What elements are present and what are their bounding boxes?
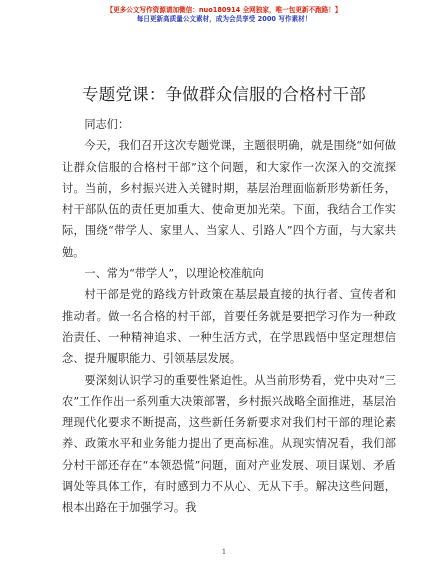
paragraph-study-urgency: 要深刻认识学习的重要性紧迫性。从当前形势看，党中央对“三农”工作作出一系列重大决策部署，乡村振兴战略全面推进，基层治理现代化要求不断提高，这些新任务新要求对我们村干部的理论素养、政策水平和业务能力提出了更高标准。从现实情况看，我们部分村干部还存在“本领恐慌”问题，面对产业发展、项目谋划、矛盾调处等具体工作，有时感到力不从心、无从下手。解决这些问题，根本出路在于加强学习。我 [62, 373, 396, 515]
page-number: 1 [221, 547, 227, 556]
promo-banner [0, 6, 448, 24]
paragraph-intro: 今天，我们召开这次专题党课，主题很明确，就是围绕“如何做让群众信服的合格村干部”这个问题，和大家作一次深入的交流探讨。当前，乡村振兴进入关键时期，基层治理面临新形势新任务，村干部队伍的责任更加重大、使命更加光荣。下面，我结合工作实际，围绕“带学人、家里人、当家人、引路人”四个方面，与大家共勉。 [62, 139, 396, 259]
document-title: 专题党课：争做群众信服的合格村干部 [82, 85, 366, 104]
section-heading-1: 一、常为“带学人”，以理论校准航向 [84, 267, 264, 281]
salutation: 同志们： [84, 118, 130, 131]
promo-banner-line-1: 【更多公文写作资源请加微信：nuo180914 全网独家，唯一包更新不跑路！】 [106, 6, 342, 14]
paragraph-role: 村干部是党的路线方针政策在基层最直接的执行者、宣传者和推动者。做一名合格的村干部，首要任务就是要把学习作为一种政治责任、一种精神追求、一种生活方式，在学思践悟中坚定理想信念、提升履职能力、引领基层发展。 [62, 288, 396, 366]
document-body [62, 114, 396, 519]
promo-banner-line-2: 每日更新高质量公文素材，成为会员享受 2000 写作素材！ [136, 15, 312, 23]
